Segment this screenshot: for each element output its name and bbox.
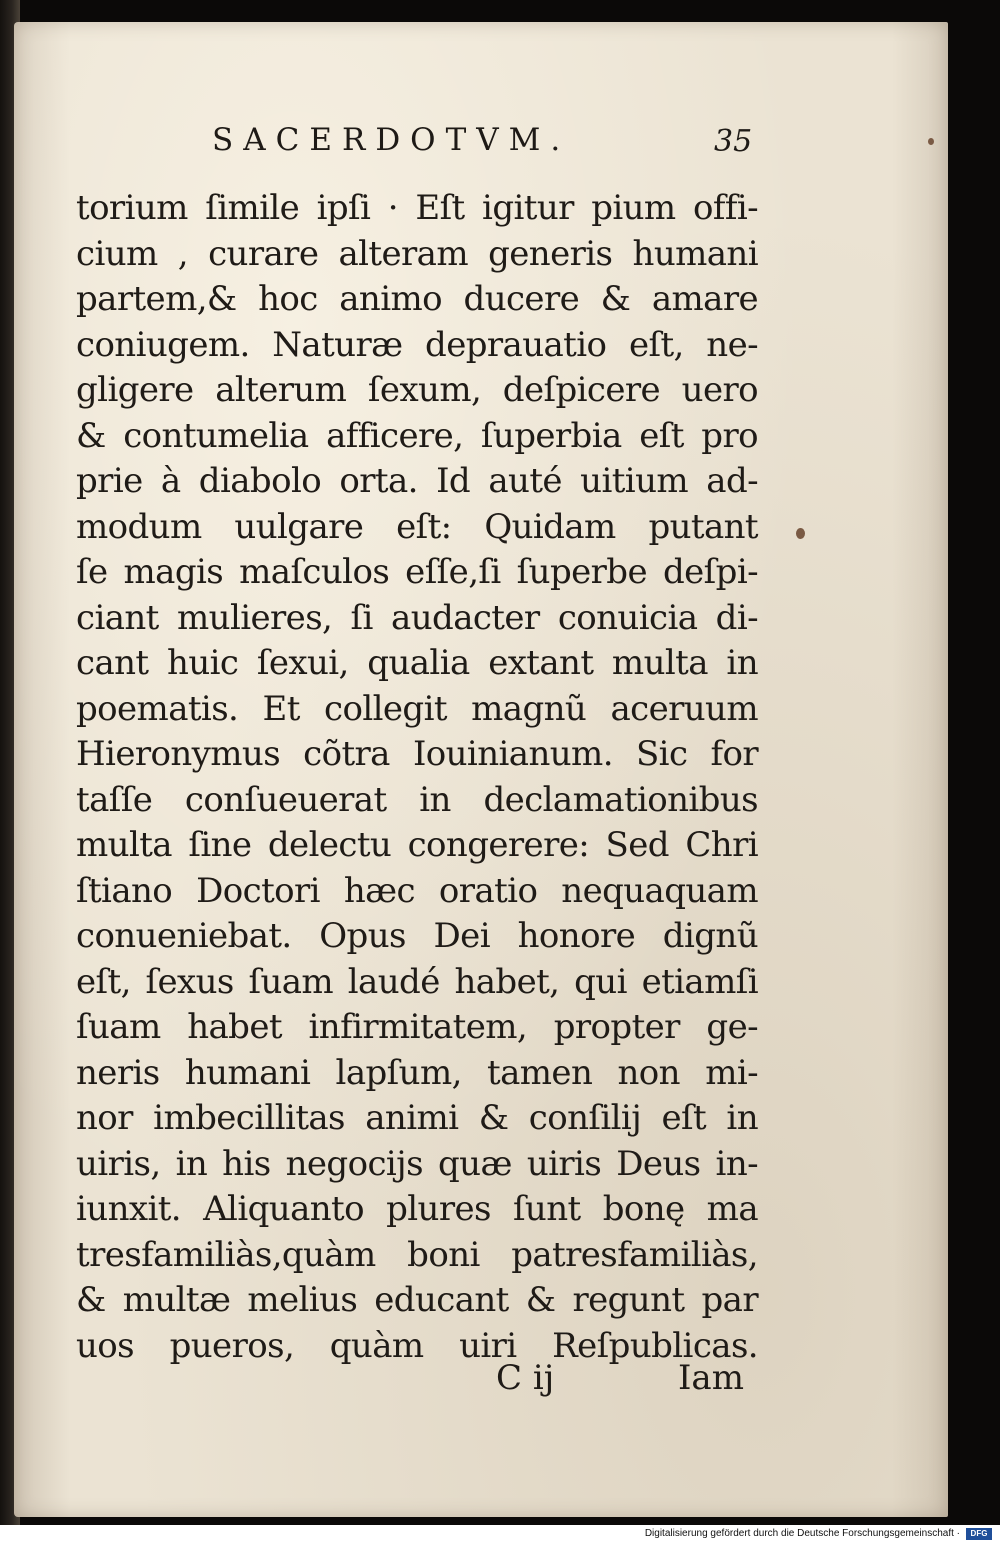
text-line: partem,& hoc animo ducere & amare	[76, 279, 758, 319]
catch-line	[14, 1358, 948, 1404]
dfg-logo-icon: DFG	[966, 1528, 992, 1540]
signature-mark: C ij	[496, 1358, 555, 1398]
text-line: tresfamiliàs,quàm boni patresfamiliàs,	[76, 1234, 758, 1275]
ink-spot	[928, 138, 934, 145]
credit-text: Digitalisierung gefördert durch die Deutsche Forschungsgemeinschaft ·	[644, 1528, 960, 1539]
text-line: cant huic ſexui, qualia extant multa in	[76, 643, 758, 683]
text-line: eſt, ſexus ſuam laudé habet, qui etiamſi	[76, 961, 758, 1002]
text-line: torium ſimile ipſi · Eſt igitur pium offi-	[76, 188, 758, 228]
text-line: ſuam habet infirmitatem, propter ge-	[76, 1007, 758, 1047]
text-line: coniugem. Naturæ deprauatio eſt, ne-	[76, 324, 758, 365]
text-line: gligere alterum ſexum, deſpicere uero	[76, 370, 758, 410]
text-line: poematis. Et collegit magnũ aceruum	[76, 688, 758, 729]
running-head: SACERDOTVM.	[212, 122, 571, 158]
text-line: taſſe conſueuerat in declamationibus	[76, 779, 758, 820]
ink-spot	[796, 528, 805, 539]
text-line: iunxit. Aliquanto plures ſunt bonę ma	[76, 1189, 758, 1229]
catchword: Iam	[678, 1358, 744, 1398]
text-line: uiris, in his negocijs quæ uiris Deus in-	[76, 1143, 758, 1184]
text-line: multa ſine delectu congerere: Sed Chri	[76, 825, 758, 865]
text-line: & multæ melius educant & regunt par	[76, 1280, 758, 1320]
text-line: nor imbecillitas animi & conſilij eſt in	[76, 1098, 758, 1138]
page-number: 35	[714, 124, 753, 159]
book-page	[14, 22, 948, 1517]
text-line: ſe magis maſculos eſſe,ſi ſuperbe deſpi-	[76, 552, 758, 592]
body-text	[76, 186, 758, 1369]
text-line: Hieronymus cõtra Iouinianum. Sic for	[76, 734, 758, 774]
page-header	[14, 122, 948, 166]
text-line: cium , curare alteram generis humani	[76, 233, 758, 274]
text-line: uos pueros, quàm uiri Reſpublicas.	[76, 1325, 758, 1366]
credit-bar	[0, 1525, 1000, 1543]
text-line: ſtiano Doctori hæc oratio nequaquam	[76, 870, 758, 911]
text-line: conueniebat. Opus Dei honore dignũ	[76, 916, 758, 956]
text-line: ciant mulieres, ſi audacter conuicia di-	[76, 597, 758, 638]
text-line: neris humani lapſum, tamen non mi-	[76, 1052, 758, 1093]
text-line: & contumelia afficere, ſuperbia eſt pro	[76, 415, 758, 456]
text-line: modum uulgare eſt: Quidam putant	[76, 506, 758, 547]
text-line: prie à diabolo orta. Id auté uitium ad-	[76, 461, 758, 501]
